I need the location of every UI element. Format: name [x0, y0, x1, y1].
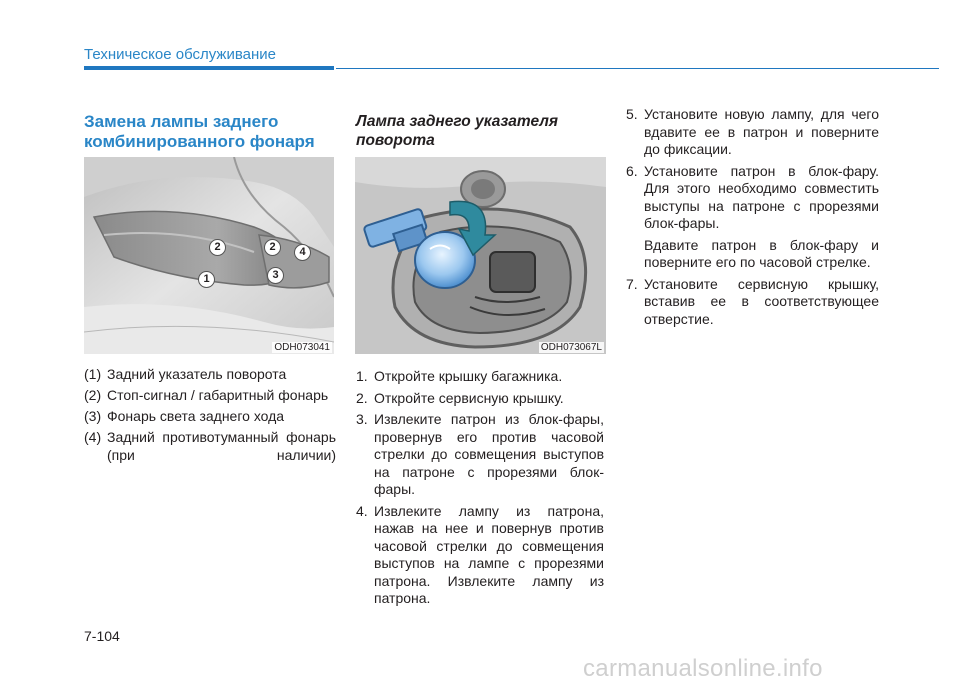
legend-item — [84, 407, 336, 425]
step-item — [626, 163, 879, 233]
legend-text: Стоп-сигнал / габаритный фонарь — [107, 387, 329, 403]
step-num: 2. — [356, 389, 368, 406]
bulb-socket-illustration — [355, 157, 606, 354]
callout-1: 1 — [198, 271, 215, 288]
section-header-title: Техническое обслуживание — [84, 46, 276, 63]
callout-2a: 2 — [209, 239, 226, 256]
step-num: 4. — [356, 502, 368, 519]
figure-code: ODH073041 — [274, 342, 330, 353]
legend-num: (4) — [84, 429, 102, 445]
step-text: Установите патрон в блок-фару. Для этого необходимо совместить выступы на патроне с прорезями блок-фары. — [644, 162, 879, 231]
header-rule-thin — [336, 68, 939, 69]
legend-text: Задний указатель поворота — [107, 366, 287, 382]
legend-num: (3) — [84, 408, 102, 424]
step-item — [356, 368, 604, 386]
step-item — [626, 276, 879, 329]
callout-2b: 2 — [264, 239, 281, 256]
page-number: 7-104 — [84, 628, 120, 644]
legend-text: Задний противотуманный фонарь (при наличии) — [107, 429, 336, 463]
step-text: Откройте сервисную крышку. — [374, 389, 564, 406]
legend-num: (1) — [84, 366, 102, 382]
step-item — [626, 106, 879, 159]
legend-item — [84, 428, 336, 464]
header-rule-thick — [84, 66, 334, 70]
step-text: Установите сервисную крышку, вставив ее в соответствующее отверстие. — [644, 275, 879, 327]
step-num: 7. — [626, 275, 638, 292]
lamp-legend — [84, 365, 336, 467]
bulb-socket-figure — [355, 157, 606, 354]
section-title: Замена лампы заднего комбинированного фонаря — [84, 112, 315, 151]
callout-3: 3 — [267, 267, 284, 284]
steps-list-right — [626, 106, 879, 332]
callout-4: 4 — [294, 244, 311, 261]
figure-code: ODH073067L — [540, 342, 602, 353]
step-num: 6. — [626, 162, 638, 179]
legend-num: (2) — [84, 387, 102, 403]
step-num: 3. — [356, 411, 368, 427]
step-text: Откройте крышку багажника. — [374, 368, 563, 384]
legend-item — [84, 365, 336, 383]
tail-lamp-figure — [84, 157, 334, 354]
subsection-title: Лампа заднего указателя поворота — [356, 113, 559, 149]
step-item — [356, 503, 604, 608]
legend-text: Фонарь света заднего хода — [107, 408, 285, 424]
step-item — [356, 411, 604, 499]
step-num: 1. — [356, 368, 368, 384]
step-num: 5. — [626, 106, 638, 122]
step-continuation: Вдавите патрон в блок-фару и поверните его по часовой стрелке. — [644, 236, 879, 270]
step-text: Извлеките лампу из патрона, нажав на нее и повернув против часовой стрелки до совмещения выступов на лампе с прорезями патрона. Извлеките лампу из патрона. — [374, 502, 604, 606]
step-text: Извлеките патрон из блок-фары, провернув его против часовой стрелки до совмещения выступов на патроне с прорезями блок-фары. — [374, 411, 604, 497]
step-item — [356, 390, 604, 408]
legend-item — [84, 386, 336, 404]
watermark: carmanualsonline.info — [583, 655, 823, 682]
steps-list-middle — [356, 368, 604, 612]
step-text: Установите новую лампу, для чего вдавите ее в патрон и поверните до фиксации. — [644, 106, 879, 157]
